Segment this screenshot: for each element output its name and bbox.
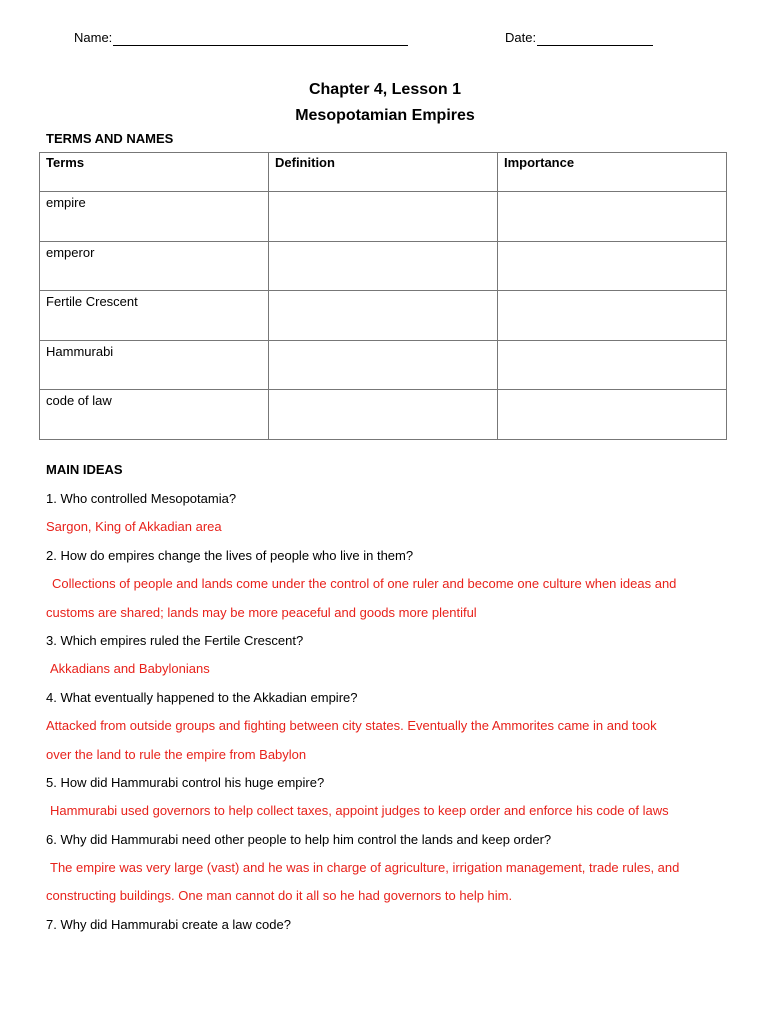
table-row <box>40 192 727 242</box>
importance-cell[interactable] <box>498 291 727 341</box>
definition-cell[interactable] <box>269 390 498 440</box>
definition-cell[interactable] <box>269 192 498 242</box>
header-row <box>0 30 770 50</box>
chapter-title: Chapter 4, Lesson 1 <box>308 81 462 98</box>
name-blank-line[interactable] <box>113 45 408 46</box>
column-header-definition: Definition <box>269 153 498 192</box>
name-label: Name: <box>74 30 113 45</box>
question-6: 6. Why did Hammurabi need other people to help him control the lands and keep order? <box>46 831 552 847</box>
table-row <box>40 340 727 390</box>
term-cell: empire <box>40 192 269 242</box>
main-ideas-heading: MAIN IDEAS <box>46 462 123 477</box>
term-cell: code of law <box>40 390 269 440</box>
answer-2-line-2: customs are shared; lands may be more peaceful and goods more plentiful <box>46 604 477 620</box>
answer-3: Akkadians and Babylonians <box>50 661 210 677</box>
table-row <box>40 291 727 341</box>
question-3: 3. Which empires ruled the Fertile Crescent? <box>46 632 304 648</box>
terms-table <box>39 152 727 440</box>
answer-4-line-2: over the land to rule the empire from Babylon <box>46 746 307 762</box>
importance-cell[interactable] <box>498 340 727 390</box>
question-4: 4. What eventually happened to the Akkadian empire? <box>46 689 358 705</box>
answer-6-line-2: constructing buildings. One man cannot do it all so he had governors to help him. <box>46 888 513 904</box>
column-header-terms: Terms <box>40 153 269 192</box>
table-row <box>40 390 727 440</box>
question-5: 5. How did Hammurabi control his huge empire? <box>46 774 325 790</box>
definition-cell[interactable] <box>269 291 498 341</box>
answer-1: Sargon, King of Akkadian area <box>46 519 222 535</box>
answer-4-line-1: Attacked from outside groups and fighting between city states. Eventually the Ammorites came in and took <box>46 718 657 734</box>
date-blank-line[interactable] <box>537 45 653 46</box>
question-2: 2. How do empires change the lives of people who live in them? <box>46 547 414 563</box>
importance-cell[interactable] <box>498 241 727 291</box>
lesson-subtitle: Mesopotamian Empires <box>295 107 475 124</box>
answer-6-line-1: The empire was very large (vast) and he was in charge of agriculture, irrigation management, trade rules, and <box>50 860 680 876</box>
terms-heading: TERMS AND NAMES <box>46 131 174 146</box>
definition-cell[interactable] <box>269 340 498 390</box>
table-header-row <box>40 153 727 192</box>
answer-5: Hammurabi used governors to help collect taxes, appoint judges to keep order and enforce his code of laws <box>50 803 669 819</box>
main-ideas-list <box>46 489 746 943</box>
importance-cell[interactable] <box>498 192 727 242</box>
definition-cell[interactable] <box>269 241 498 291</box>
question-1: 1. Who controlled Mesopotamia? <box>46 491 237 506</box>
term-cell: Fertile Crescent <box>40 291 269 341</box>
table-row <box>40 241 727 291</box>
term-cell: Hammurabi <box>40 340 269 390</box>
answer-2-line-1: Collections of people and lands come under the control of one ruler and become one culture when ideas and <box>52 576 677 592</box>
importance-cell[interactable] <box>498 390 727 440</box>
term-cell: emperor <box>40 241 269 291</box>
date-label: Date: <box>505 30 537 45</box>
column-header-importance: Importance <box>498 153 727 192</box>
question-7: 7. Why did Hammurabi create a law code? <box>46 916 291 932</box>
